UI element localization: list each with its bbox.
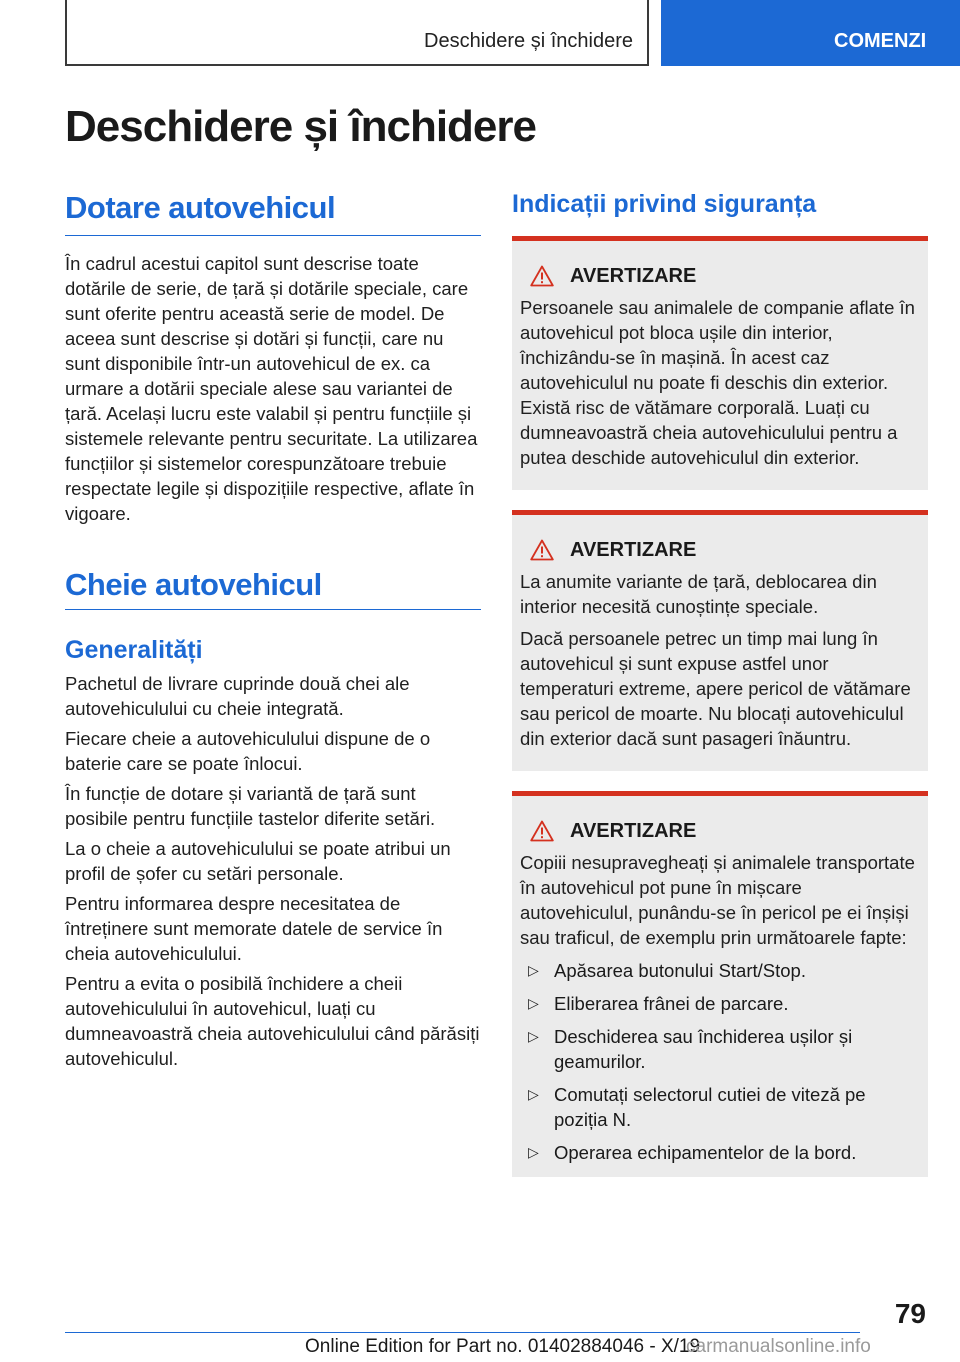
- header-section-title: Deschidere și închidere: [424, 30, 633, 52]
- paragraph: În funcție de dotare și variantă de țară sunt posibile pentru funcțiile tastelor diferite setări.: [65, 783, 436, 829]
- header-section-box: [65, 0, 649, 66]
- separator: [512, 490, 928, 510]
- warning-header: [530, 261, 920, 291]
- warning-label: AVERTIZARE: [570, 264, 697, 287]
- list-item: ▷ Operarea echipamentelor de la bord.: [528, 1142, 857, 1163]
- bullet-triangle-icon: ▷: [528, 1086, 539, 1102]
- bullet-triangle-icon: ▷: [528, 995, 539, 1011]
- paragraph: Fiecare cheie a autovehiculului dispune de o baterie care se poate înlocui.: [65, 728, 431, 774]
- footer-edition: Online Edition for Part no. 01402884046 - X/19: [305, 1336, 701, 1357]
- section-text-dotare: În cadrul acestui capitol sunt descrise toate dotările de serie, de țară și dotările speciale, care sunt oferite pentru această serie de model. De aceea sunt descrise și dotări și funcții, care nu sunt disponibile într-un autovehicul de ex. ca urmare a dotării speciale alese sau variantei de țară. Același lucru este valabil și pentru funcțiile și sistemele relevante pentru securitate. La utilizarea funcțiilor și sistemelor corespunzătoare trebuie respectate legile și dispozițiile respective, aflate în vigoare.: [65, 253, 478, 524]
- warning-triangle-icon: [530, 820, 554, 842]
- bullet-triangle-icon: ▷: [528, 1028, 539, 1044]
- list-item: ▷ Deschiderea sau închiderea ușilor și geamurilor.: [528, 1026, 853, 1072]
- list-item: ▷ Comutați selectorul cutiei de viteză pe poziția N.: [528, 1084, 866, 1130]
- paragraph: Pachetul de livrare cuprinde două chei ale autovehiculului cu cheie integrată.: [65, 673, 410, 719]
- page-number: 79: [894, 1298, 926, 1329]
- page-title: Deschidere și închidere: [65, 102, 536, 151]
- separator: [512, 771, 928, 791]
- warning-text: Dacă persoanele petrec un timp mai lung în autovehicul și sunt expuse astfel unor temperaturi extreme, apere pericol de vătămare sau pericol de moarte. Nu blocați autovehiculul din exterior dacă sunt pasageri înăuntru.: [520, 628, 911, 749]
- warning-triangle-icon: [530, 265, 554, 287]
- warning-bullet-list: [520, 958, 920, 1165]
- paragraph: La o cheie a autovehiculului se poate atribui un profil de șofer cu setări personale.: [65, 838, 451, 884]
- warning-text: Copiii nesupravegheați și animalele transportate în autovehicul pot pune în mișcare autovehiculul, punându-se în pericol pe ei înșiși sau traficul, de exemplu prin următoarele fapte:: [520, 852, 915, 948]
- bullet-triangle-icon: ▷: [528, 1144, 539, 1160]
- footer-divider: [65, 1332, 860, 1333]
- watermark: carmanualsonline.info: [686, 1336, 871, 1357]
- right-column: [512, 190, 928, 1177]
- section-title-siguranta: Indicații privind siguranța: [512, 190, 817, 218]
- paragraph: Pentru a evita o posibilă închidere a cheii autovehiculului în autovehicul, luați cu dumneavoastră cheia autovehiculului când părăsiți autovehiculul.: [65, 973, 480, 1069]
- warning-box-3: [512, 791, 928, 1177]
- warning-header: [530, 816, 920, 846]
- paragraph: Pentru informarea despre necesitatea de întreținere sunt memorate datele de service în cheia autovehiculului.: [65, 893, 443, 964]
- list-item: ▷ Eliberarea frânei de parcare.: [528, 993, 789, 1014]
- section-title-dotare: Dotare autovehicul: [65, 190, 481, 236]
- warning-label: AVERTIZARE: [570, 819, 697, 842]
- warning-triangle-icon: [530, 539, 554, 561]
- bullet-triangle-icon: ▷: [528, 962, 539, 978]
- header-chapter-title: COMENZI: [834, 30, 927, 52]
- warning-box-2: [512, 510, 928, 771]
- header-chapter-tab: [661, 0, 960, 66]
- warning-header: [530, 535, 920, 565]
- subsection-title-generalitati: Generalități: [65, 636, 203, 664]
- generalitati-paragraphs: [65, 671, 481, 1071]
- section-title-cheie: Cheie autovehicul: [65, 567, 481, 610]
- list-item: ▷ Apăsarea butonului Start/Stop.: [528, 960, 806, 981]
- warning-label: AVERTIZARE: [570, 538, 697, 561]
- left-column: [65, 190, 481, 1071]
- warning-text: Persoanele sau animalele de companie aflate în autovehicul pot bloca ușile din interior, închizându-se în mașină. În acest caz autovehiculul nu poate fi deschis din exterior. Există risc de vătămare corporală. Luați cu dumneavoastră cheia autovehiculului pentru a putea deschide autovehiculul din exterior.: [520, 297, 915, 468]
- warning-box-1: [512, 236, 928, 490]
- warning-text: La anumite variante de țară, deblocarea din interior necesită cunoștințe speciale.: [520, 571, 877, 617]
